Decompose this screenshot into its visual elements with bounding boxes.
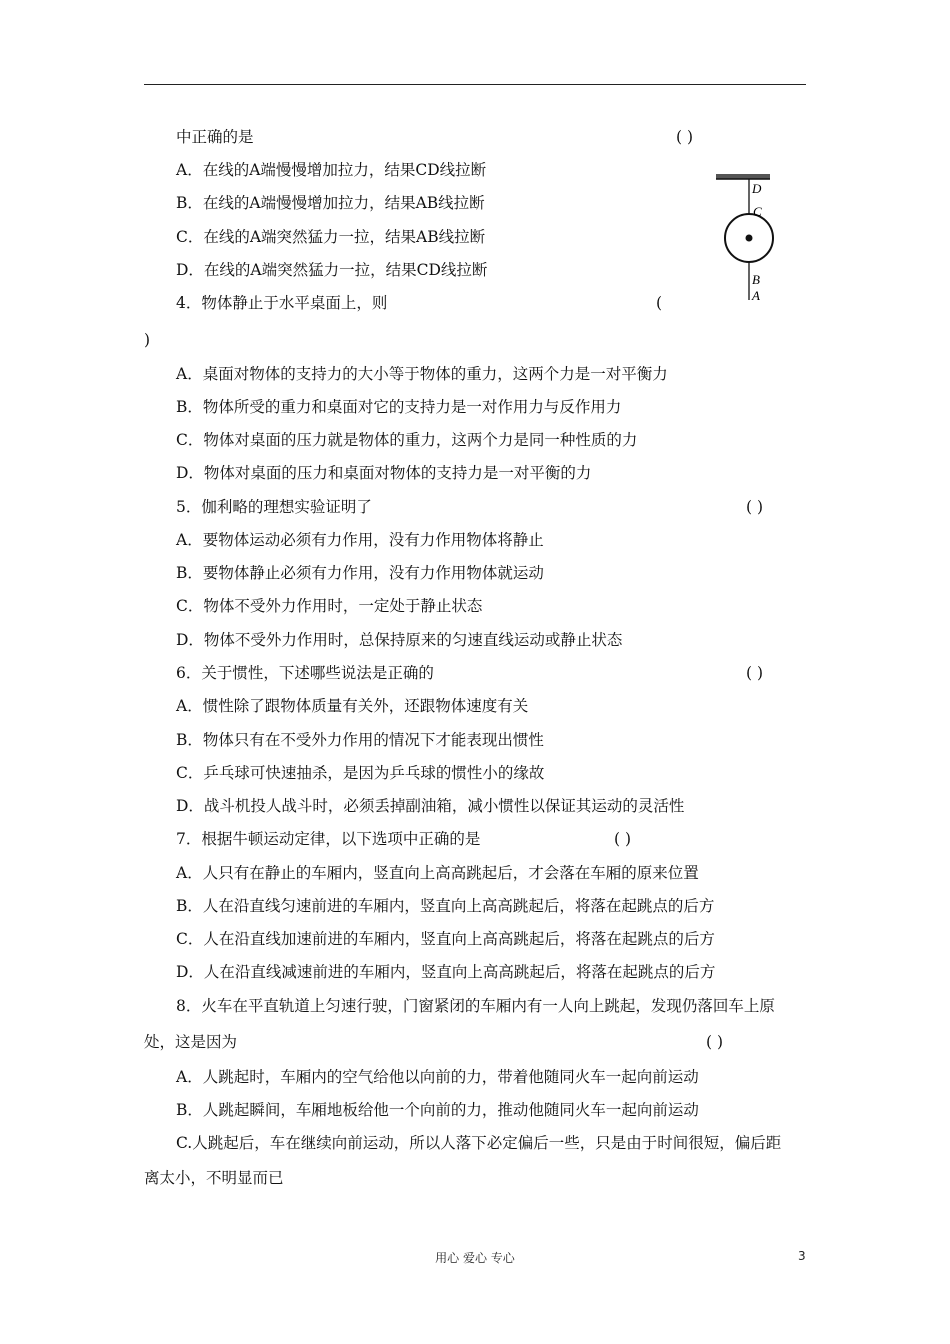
page-footer: 用心 爱心 专心 <box>435 1251 515 1265</box>
text-line: A．桌面对物体的支持力的大小等于物体的重力，这两个力是一对平衡力 <box>176 365 668 383</box>
text-line: D．战斗机投人战斗时，必须丢掉副油箱，减小惯性以保证其运动的灵活性 <box>176 797 685 815</box>
text-line: C．乒乓球可快速抽杀，是因为乒乓球的惯性小的缘故 <box>176 764 545 782</box>
text-line: A．在线的A端慢慢增加拉力，结果CD线拉断 <box>176 161 487 179</box>
text-line: 中正确的是 <box>176 128 254 146</box>
text-line: D．人在沿直线减速前进的车厢内，竖直向上高高跳起后，将落在起跳点的后方 <box>176 963 716 981</box>
answer-parentheses: ( ) <box>706 1033 724 1051</box>
text-line: B．要物体静止必须有力作用，没有力作用物体就运动 <box>176 564 544 582</box>
text-line: A．人跳起时，车厢内的空气给他以向前的力，带着他随同火车一起向前运动 <box>176 1068 699 1086</box>
text-line: B．人跳起瞬间，车厢地板给他一个向前的力，推动他随同火车一起向前运动 <box>176 1101 699 1119</box>
answer-parentheses: ( ) <box>614 830 632 848</box>
text-line: C．在线的A端突然猛力一拉，结果AB线拉断 <box>176 228 486 246</box>
text-line: 6．关于惯性，下述哪些说法是正确的 <box>176 664 434 682</box>
page-number: 3 <box>798 1249 806 1263</box>
text-line: C.人跳起后，车在继续向前运动，所以人落下必定偏后一些，只是由于时间很短，偏后距 <box>176 1134 782 1152</box>
label-a: A <box>752 288 760 303</box>
text-line: C．人在沿直线加速前进的车厢内，竖直向上高高跳起后，将落在起跳点的后方 <box>176 930 715 948</box>
label-b: B <box>752 272 760 287</box>
text-line: D．在线的A端突然猛力一拉，结果CD线拉断 <box>176 261 488 279</box>
text-line: A．惯性除了跟物体质量有关外，还跟物体速度有关 <box>176 697 529 715</box>
text-line: D．物体不受外力作用时，总保持原来的匀速直线运动或静止状态 <box>176 631 623 649</box>
text-line: A．人只有在静止的车厢内，竖直向上高高跳起后，才会落在车厢的原来位置 <box>176 864 699 882</box>
text-line: B．在线的A端慢慢增加拉力，结果AB线拉断 <box>176 194 485 212</box>
text-line: 处，这是因为 <box>144 1033 238 1051</box>
text-line: C．物体不受外力作用时，一定处于静止状态 <box>176 597 483 615</box>
answer-parentheses: ( ) <box>676 128 694 146</box>
text-line: 离太小，不明显而已 <box>144 1169 284 1187</box>
text-line: B．物体所受的重力和桌面对它的支持力是一对作用力与反作用力 <box>176 398 622 416</box>
answer-parentheses: ( ) <box>746 664 764 682</box>
text-line: A．要物体运动必须有力作用，没有力作用物体将静止 <box>176 531 544 549</box>
answer-parentheses: ( <box>656 294 663 312</box>
text-line: 7．根据牛顿运动定律，以下选项中正确的是 <box>176 830 481 848</box>
text-line: B．人在沿直线匀速前进的车厢内，竖直向上高高跳起后，将落在起跳点的后方 <box>176 897 715 915</box>
text-line: 5．伽利略的理想实验证明了 <box>176 498 372 516</box>
text-line: D．物体对桌面的压力和桌面对物体的支持力是一对平衡的力 <box>176 464 592 482</box>
text-line: B．物体只有在不受外力作用的情况下才能表现出惯性 <box>176 731 544 749</box>
text-line: C．物体对桌面的压力就是物体的重力，这两个力是同一种性质的力 <box>176 431 638 449</box>
header-rule <box>144 84 806 85</box>
answer-parentheses: ( ) <box>746 498 764 516</box>
text-line: 4．物体静止于水平桌面上，则 <box>176 294 388 312</box>
label-c: C <box>753 204 762 219</box>
text-line: ) <box>144 331 151 349</box>
pulley-diagram <box>712 172 782 312</box>
label-d: D <box>752 181 762 196</box>
ball-center <box>746 235 753 242</box>
text-line: 8．火车在平直轨道上匀速行驶，门窗紧闭的车厢内有一人向上跳起，发现仍落回车上原 <box>176 997 775 1015</box>
